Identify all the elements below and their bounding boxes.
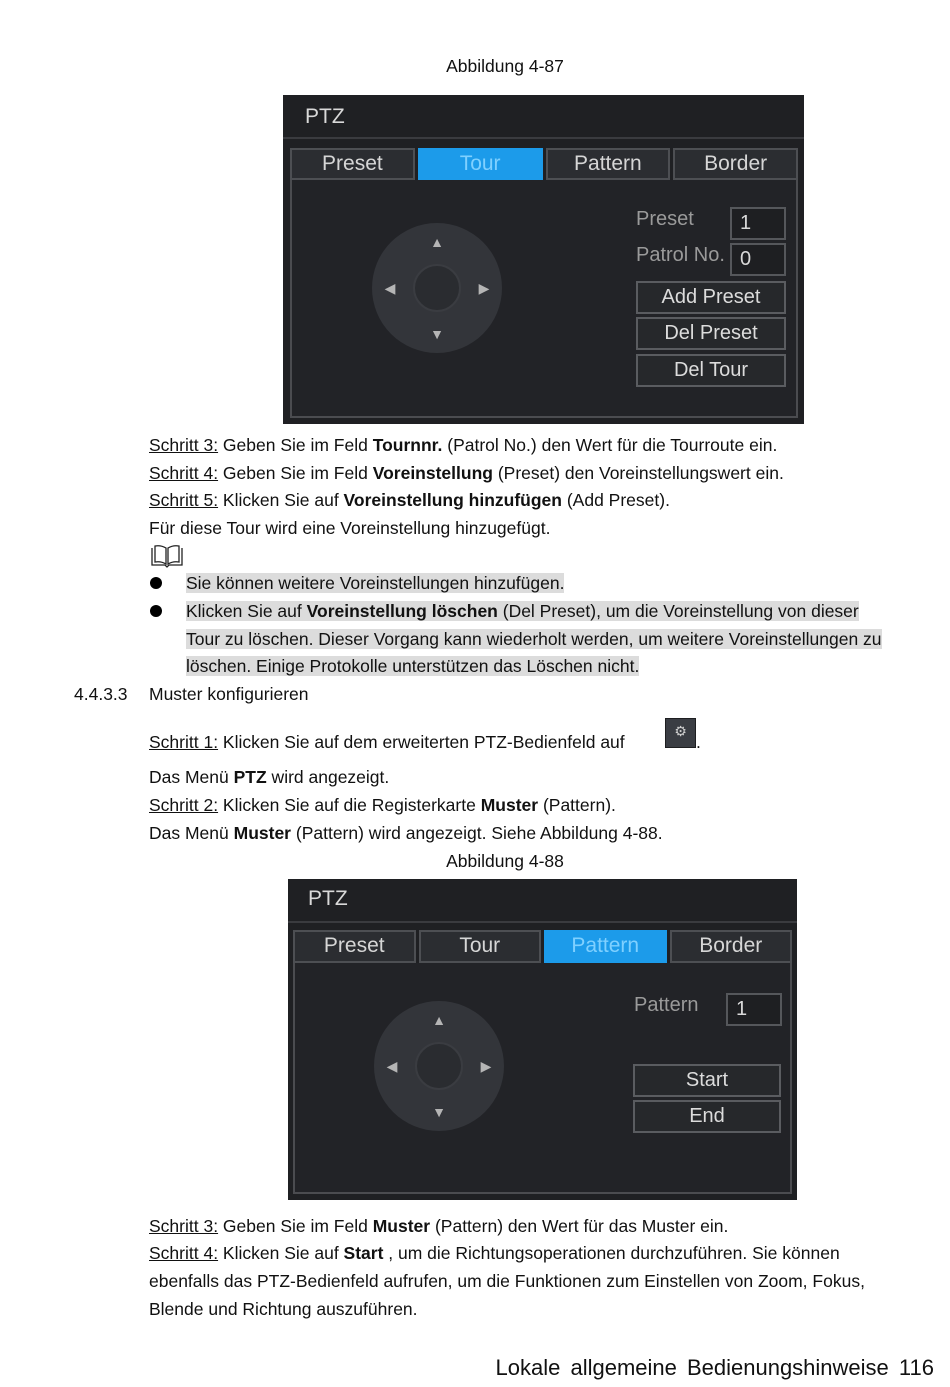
tab-tour[interactable]: Tour — [419, 930, 542, 963]
arrow-left-icon[interactable]: ◀ — [386, 1058, 398, 1074]
note-text: (Del Preset), um die Voreinstellung von dieser — [497, 601, 859, 621]
bullet-dot — [150, 605, 162, 617]
arrow-left-icon[interactable]: ◀ — [384, 280, 396, 296]
step-text: (Patrol No.) den Wert für die Tourroute ein. — [442, 435, 778, 455]
step-result: Für diese Tour wird eine Voreinstellung hinzugefügt. — [149, 518, 551, 538]
ptz-panel-pattern — [288, 879, 797, 1200]
tab-pattern[interactable]: Pattern — [546, 148, 671, 180]
menu-pattern-shown — [149, 823, 663, 844]
section-title: Muster konfigurieren — [149, 684, 309, 704]
step-bold: Muster — [480, 795, 539, 815]
title-divider — [288, 921, 797, 923]
ptz-panel-tour — [283, 95, 804, 424]
step-text: Klicken Sie auf die Registerkarte — [218, 795, 481, 815]
step-label: Schritt 3: — [149, 435, 219, 455]
step-label: Schritt 4: — [149, 1243, 219, 1263]
step-label: Schritt 1: — [149, 732, 219, 752]
tab-tour[interactable]: Tour — [418, 148, 543, 180]
page-footer — [496, 1355, 934, 1381]
tab-preset[interactable]: Preset — [293, 930, 416, 963]
step-text: , um die Richtungsoperationen durchzuführen. Sie können — [383, 1243, 840, 1263]
patrol-no-label: Patrol No. — [636, 244, 725, 266]
note-text: Tour zu löschen. Dieser Vorgang kann wiederholt werden, um weitere Voreinstellungen zu — [186, 629, 882, 649]
step-text: Das Menü — [149, 823, 234, 843]
step-2-pattern-tab — [149, 795, 616, 816]
section-number: 4.4.3.3 — [74, 684, 128, 704]
del-tour-button[interactable]: Del Tour — [636, 354, 786, 387]
note-text: Sie können weitere Voreinstellungen hinzufügen. — [186, 573, 565, 593]
zoom-center-icon[interactable] — [413, 264, 461, 312]
direction-pad[interactable] — [372, 223, 502, 353]
step-label: Schritt 4: — [149, 463, 219, 483]
tab-pattern[interactable]: Pattern — [544, 930, 667, 963]
note-bullet-2-line-3 — [186, 656, 639, 677]
step-text: (Pattern) wird angezeigt. Siehe Abbildung 4-88. — [291, 823, 663, 843]
bullet-dot — [150, 577, 162, 589]
start-button[interactable]: Start — [633, 1064, 781, 1097]
direction-pad[interactable] — [374, 1001, 504, 1131]
step-4-line-2: ebenfalls das PTZ-Bedienfeld aufrufen, um die Funktionen zum Einstellen von Zoom, Fokus, — [149, 1271, 865, 1291]
zoom-center-icon[interactable] — [415, 1042, 463, 1090]
arrow-up-icon[interactable]: ▲ — [430, 234, 444, 250]
footer-title: Lokale allgemeine Bedienungshinweise — [495, 1355, 889, 1380]
figure-caption-4-87: Abbildung 4-87 — [446, 56, 564, 76]
add-preset-button[interactable]: Add Preset — [636, 281, 786, 314]
step-text: Das Menü — [149, 767, 234, 787]
arrow-right-icon[interactable]: ▶ — [478, 280, 490, 296]
arrow-right-icon[interactable]: ▶ — [480, 1058, 492, 1074]
step-label: Schritt 3: — [149, 1216, 219, 1236]
step-text: Geben Sie im Feld — [218, 435, 373, 455]
ptz-settings-gear-icon[interactable]: ⚙ — [665, 718, 696, 748]
note-bullet-2 — [186, 601, 859, 622]
step-1-period: . — [696, 732, 701, 752]
step-text: Geben Sie im Feld — [218, 1216, 373, 1236]
menu-ptz-shown — [149, 767, 389, 788]
step-4-preset — [149, 463, 784, 484]
step-text: Klicken Sie auf dem erweiterten PTZ-Bedienfeld auf — [218, 732, 625, 752]
step-bold: Voreinstellung — [372, 463, 493, 483]
tab-bar — [290, 148, 798, 180]
page-number: 116 — [898, 1355, 934, 1380]
end-button[interactable]: End — [633, 1100, 781, 1133]
step-3-tour — [149, 435, 777, 456]
panel-title: PTZ — [308, 887, 348, 910]
panel-title: PTZ — [305, 105, 345, 128]
tab-content — [290, 180, 798, 418]
tab-bar — [293, 930, 792, 963]
arrow-down-icon[interactable]: ▼ — [432, 1104, 446, 1120]
patrol-no-input[interactable]: 0 — [730, 243, 786, 276]
step-3-pattern — [149, 1216, 728, 1237]
step-text: (Preset) den Voreinstellungswert ein. — [492, 463, 784, 483]
step-bold: Start — [343, 1243, 384, 1263]
step-4-start — [149, 1243, 840, 1264]
title-divider — [283, 137, 804, 139]
preset-input[interactable]: 1 — [730, 207, 786, 240]
note-bold: Voreinstellung löschen — [306, 601, 498, 621]
arrow-up-icon[interactable]: ▲ — [432, 1012, 446, 1028]
step-text: (Add Preset). — [561, 490, 670, 510]
note-text: löschen. Einige Protokolle unterstützen das Löschen nicht. — [186, 656, 640, 676]
tab-preset[interactable]: Preset — [290, 148, 415, 180]
step-text: Klicken Sie auf — [218, 490, 344, 510]
step-bold: Tournnr. — [372, 435, 443, 455]
step-text: Klicken Sie auf — [218, 1243, 344, 1263]
step-4-line-3: Blende und Richtung auszuführen. — [149, 1299, 418, 1319]
pattern-label: Pattern — [634, 994, 699, 1016]
del-preset-button[interactable]: Del Preset — [636, 317, 786, 350]
figure-caption-4-88: Abbildung 4-88 — [446, 851, 564, 871]
step-label: Schritt 2: — [149, 795, 219, 815]
step-bold: Muster — [233, 823, 291, 843]
tab-border[interactable]: Border — [673, 148, 798, 180]
step-text: wird angezeigt. — [266, 767, 390, 787]
tab-border[interactable]: Border — [670, 930, 793, 963]
step-label: Schritt 5: — [149, 490, 219, 510]
step-bold: Muster — [372, 1216, 431, 1236]
note-text: Klicken Sie auf — [186, 601, 307, 621]
preset-label: Preset — [636, 208, 694, 230]
pattern-input[interactable]: 1 — [726, 993, 782, 1026]
step-text: Geben Sie im Feld — [218, 463, 373, 483]
tab-content — [293, 963, 792, 1194]
note-book-icon — [150, 544, 184, 568]
note-bullet-1 — [186, 573, 564, 594]
step-text: (Pattern). — [538, 795, 616, 815]
step-1-pattern — [149, 732, 625, 753]
arrow-down-icon[interactable]: ▼ — [430, 326, 444, 342]
step-bold: PTZ — [233, 767, 267, 787]
step-text: (Pattern) den Wert für das Muster ein. — [430, 1216, 729, 1236]
note-bullet-2-line-2 — [186, 629, 882, 650]
step-bold: Voreinstellung hinzufügen — [343, 490, 562, 510]
step-5-add-preset — [149, 490, 670, 511]
